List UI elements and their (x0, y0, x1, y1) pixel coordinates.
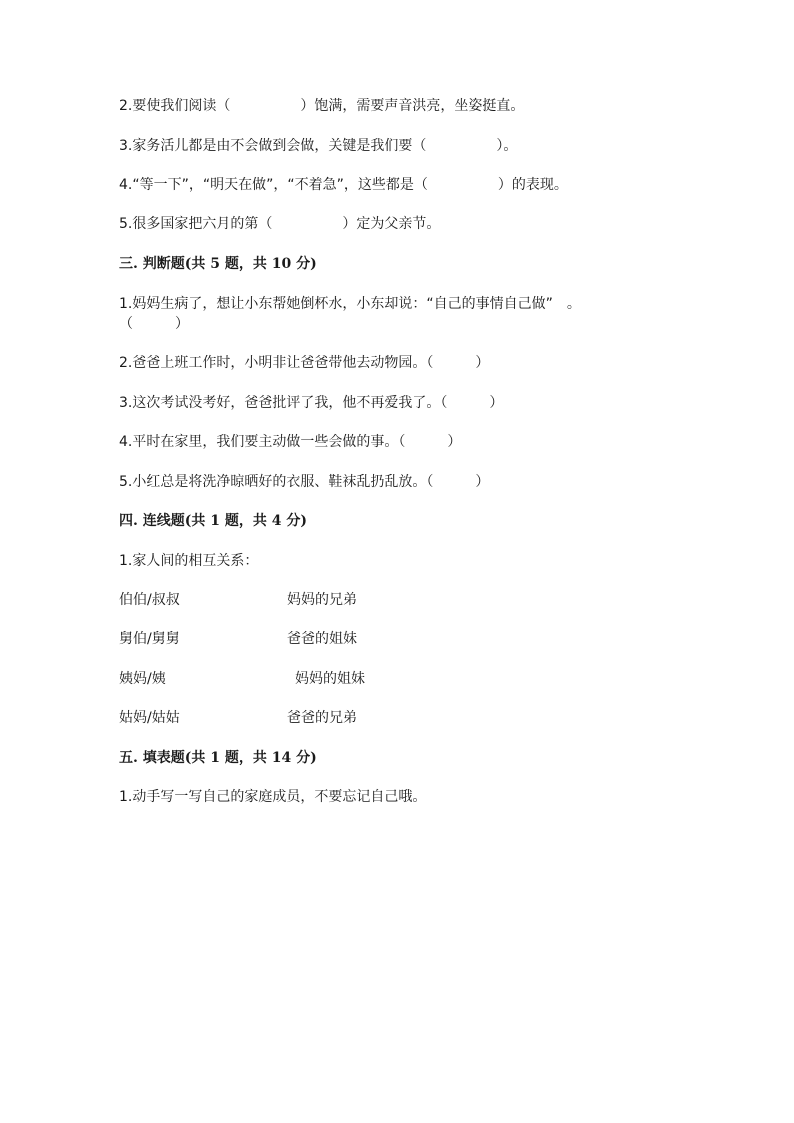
match-right-item: 妈妈的姐妹 (295, 671, 365, 687)
fill-blank-question-4: 4.“等一下”，“明天在做”，“不着急”，这些都是（ ）的表现。 (119, 177, 568, 193)
fill-blank-question-5: 5.很多国家把六月的第（ ）定为父亲节。 (119, 216, 441, 232)
section-heading-judgement: 三. 判断题(共 5 题，共 10 分) (119, 256, 317, 272)
judgement-question-4: 4.平时在家里，我们要主动做一些会做的事。（ ） (119, 434, 462, 450)
fill-blank-question-2: 2.要使我们阅读（ ）饱满，需要声音洪亮，坐姿挺直。 (119, 98, 525, 114)
judgement-question-2: 2.爸爸上班工作时，小明非让爸爸带他去动物园。（ ） (119, 355, 490, 371)
section-heading-table: 五. 填表题(共 1 题，共 14 分) (119, 750, 317, 766)
match-right-item: 妈妈的兄弟 (287, 592, 357, 608)
match-left-item: 姨妈/姨 (119, 671, 166, 687)
table-question-1: 1.动手写一写自己的家庭成员，不要忘记自己哦。 (119, 789, 427, 805)
match-left-item: 姑妈/姑姑 (119, 710, 180, 726)
judgement-question-1-answer: （ ） (119, 316, 189, 332)
matching-question-1: 1.家人间的相互关系： (119, 553, 259, 569)
match-right-item: 爸爸的姐妹 (287, 631, 357, 647)
match-left-item: 伯伯/叔叔 (119, 592, 180, 608)
match-right-item: 爸爸的兄弟 (287, 710, 357, 726)
judgement-question-3: 3.这次考试没考好，爸爸批评了我，他不再爱我了。（ ） (119, 395, 504, 411)
section-heading-matching: 四. 连线题(共 1 题，共 4 分) (119, 513, 307, 529)
match-left-item: 舅伯/舅舅 (119, 631, 180, 647)
fill-blank-question-3: 3.家务活儿都是由不会做到会做，关键是我们要（ ）。 (119, 138, 518, 154)
judgement-question-1: 1.妈妈生病了，想让小东帮她倒杯水，小东却说：“自己的事情自己做” 。 (119, 296, 581, 312)
judgement-question-5: 5.小红总是将洗净晾晒好的衣服、鞋袜乱扔乱放。（ ） (119, 474, 490, 490)
